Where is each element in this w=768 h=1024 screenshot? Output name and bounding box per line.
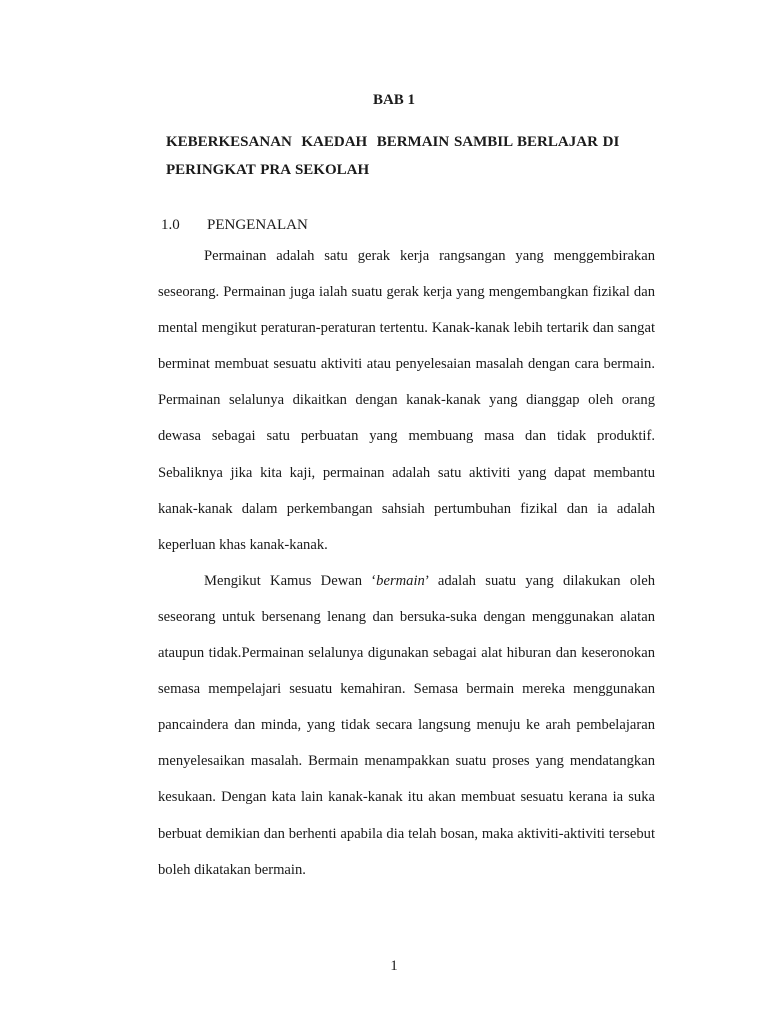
section-heading: [161, 217, 308, 234]
chapter-heading: BAB 1: [372, 92, 416, 108]
paragraph-2: [158, 563, 655, 888]
body-text: [158, 238, 655, 888]
document-title: [166, 128, 686, 184]
title-line-1: KEBERKESANAN KAEDAH BERMAIN SAMBIL BERLAJAR DI: [166, 134, 620, 150]
page-number: 1: [390, 958, 398, 974]
paragraph-1: Permainan adalah satu gerak kerja rangsangan yang menggembirakan seseorang. Permainan juga ialah suatu gerak kerja yang mengembangkan fizikal dan mental mengikut peraturan-peraturan tertentu. Kanak-kanak lebih tertarik dan sangat berminat membuat sesuatu aktiviti atau penyelesaian masalah dengan cara bermain. Permainan selalunya dikaitkan dengan kanak-kanak yang dianggap oleh orang dewasa sebagai satu perbuatan yang membuang masa dan tidak produktif. Sebaliknya jika kita kaji, permainan adalah satu aktiviti yang dapat membantu kanak-kanak dalam perkembangan sahsiah pertumbuhan fizikal dan ia adalah keperluan khas kanak-kanak.: [158, 248, 655, 553]
paragraph-2-after: ’ adalah suatu yang dilakukan oleh seseorang untuk bersenang lenang dan bersuka-suka dengan menggunakan alatan ataupun tidak.Permainan selalunya digunakan sebagai alat hiburan dan keseronokan semasa mempelajari sesuatu kemahiran. Semasa bermain mereka menggunakan pancaindera dan minda, yang tidak secara langsung menuju ke arah pembelajaran menyelesaikan masalah. Bermain menampakkan suatu proses yang mendatangkan kesukaan. Dengan kata lain kanak-kanak itu akan membuat sesuatu kerana ia suka berbuat demikian dan berhenti apabila dia telah bosan, maka aktiviti-aktiviti tersebut boleh dikatakan bermain.: [158, 572, 655, 878]
section-number: 1.0: [161, 217, 180, 233]
paragraph-2-before: Mengikut Kamus Dewan ‘: [204, 572, 377, 589]
section-title: PENGENALAN: [207, 217, 308, 233]
title-line-2: PERINGKAT PRA SEKOLAH: [166, 162, 370, 178]
paragraph-2-italic-term: bermain: [376, 572, 425, 589]
